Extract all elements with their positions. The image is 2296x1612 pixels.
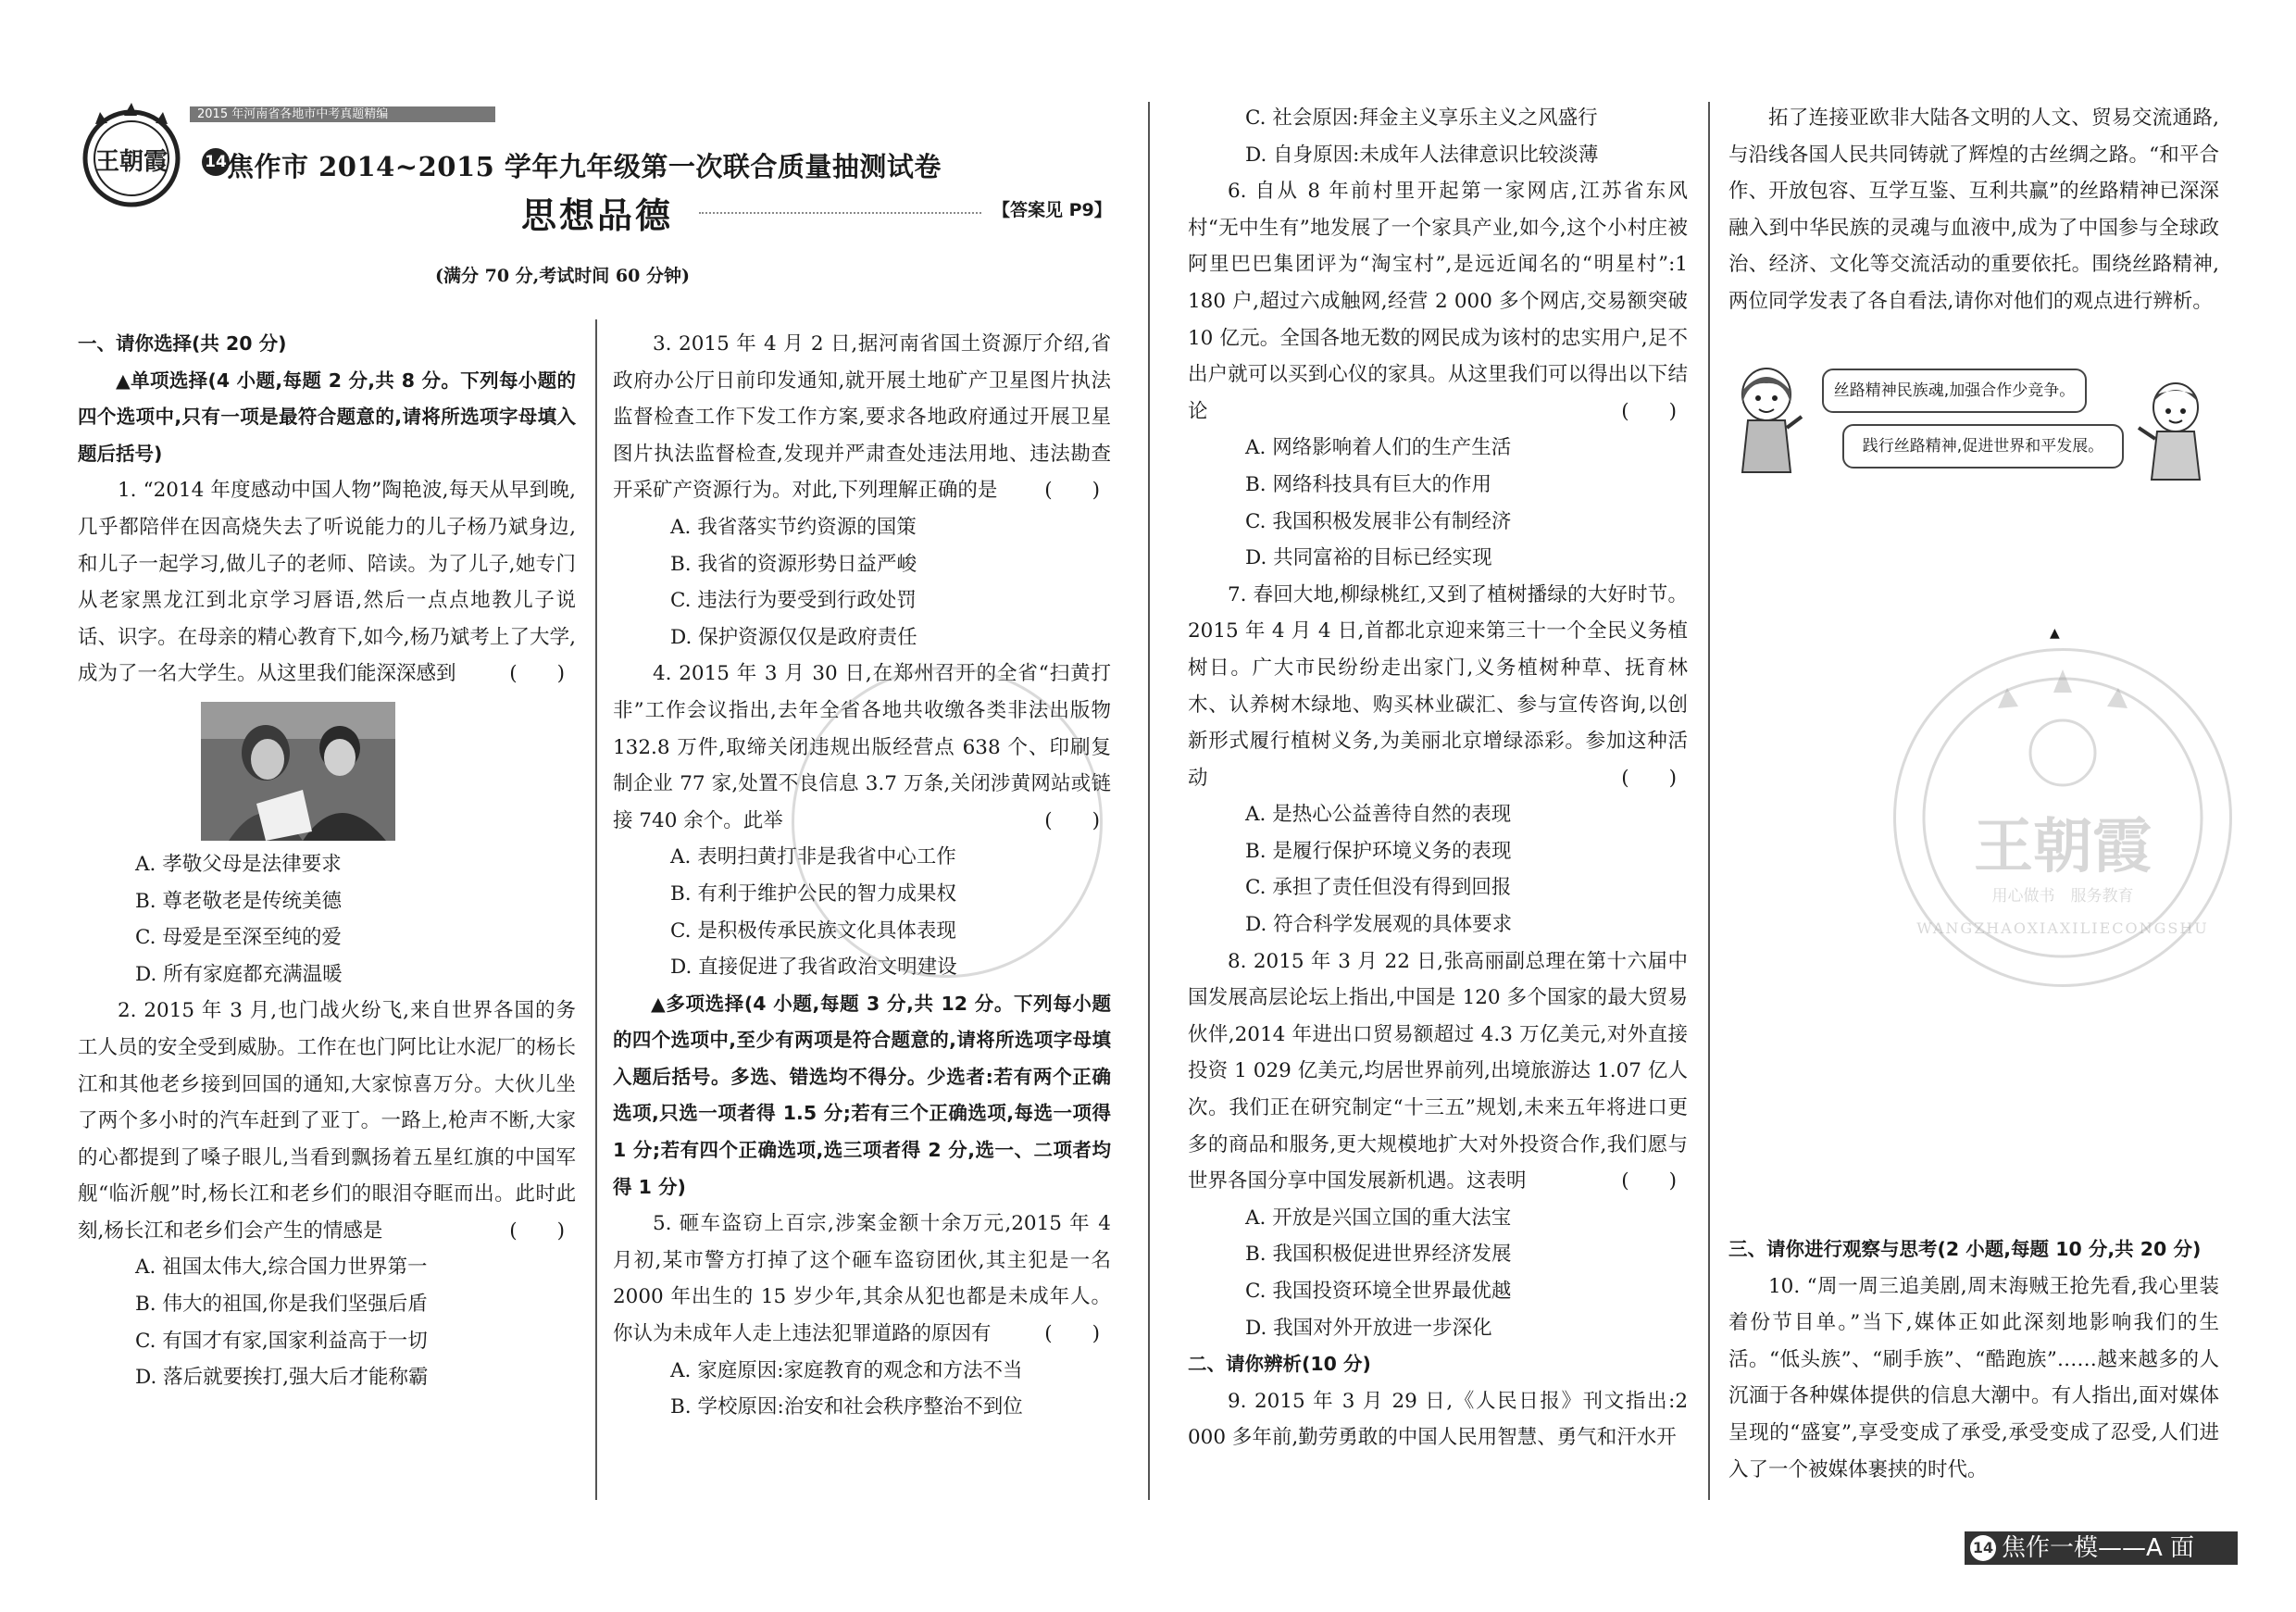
subject-title: 思想品德	[521, 194, 674, 236]
option-b[interactable]: B. 有利于维护公民的智力成果权	[670, 881, 956, 906]
score-time-note: (满分 70 分,考试时间 60 分钟)	[435, 266, 690, 286]
option-c[interactable]: C. 承担了责任但没有得到回报	[1245, 876, 1512, 900]
option-b[interactable]: B. 尊老敬老是传统美德	[135, 889, 342, 913]
question-9-continued: 拓了连接亚欧非大陆各文明的人文、贸易交流通路,与沿线各国人民共同铸就了辉煌的古丝绸之路。“和平合作、开放包容、互学互鉴、互利共赢”的丝路精神已深深融入到中华民族的灵魂与血液中,成为了中国参与全球政治、经济、文化等交流活动的重要依托。围绕丝路精神,两位同学发表了各自看法,请你对他们的观点进行辨析。	[1728, 106, 2219, 313]
option-c[interactable]: C. 我国积极发展非公有制经济	[1245, 509, 1512, 533]
series-banner: 2015 年河南省各地市中考真题精编	[190, 106, 495, 122]
question-7: 7. 春回大地,柳绿桃红,又到了植树播绿的大好时节。2015 年 4 月 4 日,首都北京迎来第三十一个全民义务植树日。广大市民纷纷走出家门,义务植树种草、抚育林木、认养树木绿地、购买林业碳汇、参与宣传咨询,以创新形式履行植树义务,为美丽北京增绿添彩。参加这种活动 ( )	[1188, 582, 1688, 790]
svg-text:王朝霞: 王朝霞	[94, 148, 168, 176]
option-c[interactable]: C. 是积极传承民族文化具体表现	[670, 918, 956, 943]
option-b[interactable]: B. 学校原因:治安和社会秩序整治不到位	[670, 1395, 1023, 1419]
brand-logo	[72, 97, 191, 216]
question-8-options	[1188, 1200, 1688, 1346]
speech-bubble-1: 丝路精神民族魂,加强合作少竞争。	[1822, 369, 2087, 413]
question-6: 6. 自从 8 年前村里开起第一家网店,江苏省东风村“无中生有”地发展了一个家具产业,如今,这个小村庄被阿里巴巴集团评为“淘宝村”,是远近闻名的“明星村”:1 180 户,超过六成触网,经营 2 000 多个网店,交易额突破 10 亿元。全国各地无数的网民成为该村的忠实用户,足不出户就可以买到心仪的家具。从这里我们可以得出以下结论 ( )	[1188, 180, 1688, 423]
girl-student-illustration	[1729, 363, 1803, 474]
option-a[interactable]: A. 祖国太伟大,综合国力世界第一	[135, 1256, 428, 1280]
option-b[interactable]: B. 我国积极促进世界经济发展	[1245, 1243, 1512, 1267]
answer-reference: 【答案见 P9】	[992, 200, 1112, 220]
option-d[interactable]: D. 保护资源仅仅是政府责任	[670, 625, 917, 649]
option-b[interactable]: B. 伟大的祖国,你是我们坚强后盾	[135, 1293, 428, 1317]
option-a[interactable]: A. 是热心公益善待自然的表现	[1245, 803, 1512, 827]
option-d[interactable]: D. 直接促进了我省政治文明建设	[670, 956, 957, 980]
watermark-ring-text: WANGZHAOXIAXILIECONGSHU	[1916, 919, 2209, 937]
question-5: 5. 砸车盗窃上百宗,涉案金额十余万元,2015 年 4 月初,某市警方打掉了这个砸车盗窃团伙,其主犯是一名 2000 年出生的 15 岁少年,其余从犯也都是未成年人。你认为未成年人走上违法犯罪道路的原因有 ( )	[613, 1212, 1111, 1346]
question-8: 8. 2015 年 3 月 22 日,张高丽副总理在第十六届中国发展高层论坛上指出,中国是 120 多个国家的最大贸易伙伴,2014 年进出口贸易额超过 4.3 万亿美元,对外直接投资 1 029 亿美元,均居世界前列,出境旅游达 1.07 亿人次。我们正在研究制定“十三五”规划,未来五年将进口更多的商品和服务,更大规模地扩大对外投资合作,我们愿与世界各国分享中国发展新机遇。这表明 ( )	[1188, 949, 1688, 1193]
question-4: 4. 2015 年 3 月 30 日,在郑州召开的全省“扫黄打非”工作会议指出,去年全省各地共收缴各类非法出版物 132.8 万件,取缔关闭违规出版经营点 638 个、印刷复制企业 77 家,处置不良信息 3.7 万条,关闭涉黄网站或链接 740 余个。此举 ( )	[613, 662, 1111, 832]
question-3: 3. 2015 年 4 月 2 日,据河南省国土资源厅介绍,省政府办公厅日前印发通知,就开展土地矿产卫星图片执法监督检查工作下发工作方案,要求各地政府通过开展卫星图片执法监督检查,发现并严肃查处违法用地、违法勘查开采矿产资源行为。对此,下列理解正确的是 ( )	[613, 332, 1111, 503]
option-a[interactable]: A. 网络影响着人们的生产生活	[1245, 436, 1512, 460]
paper-number-badge: 14	[202, 148, 230, 176]
mother-son-photo	[201, 702, 395, 841]
option-d[interactable]: D. 落后就要挨打,强大后才能称霸	[135, 1366, 429, 1390]
column-4-lower	[1728, 1231, 2219, 1488]
option-a[interactable]: A. 我省落实节约资源的国策	[670, 515, 917, 539]
option-a[interactable]: A. 孝敬父母是法律要求	[135, 852, 342, 876]
title-divider	[699, 212, 981, 214]
question-5-options-continued	[1188, 100, 1688, 173]
option-c[interactable]: C. 违法行为要受到行政处罚	[670, 589, 917, 613]
option-b[interactable]: B. 我省的资源形势日益严峻	[670, 552, 917, 576]
question-1: 1. “2014 年度感动中国人物”陶艳波,每天从早到晚,几乎都陪伴在因高烧失去了听说能力的儿子杨乃斌身边,和儿子一起学习,做儿子的老师、陪读。为了儿子,她专门从老家黑龙江到北京学习唇语,然后一点点地教儿子说话、识字。在母亲的精心教育下,如今,杨乃斌考上了大学,成为了一名大学生。从这里我们能深深感到 ( )	[78, 479, 576, 686]
option-d[interactable]: D. 我国对外开放进一步深化	[1245, 1316, 1492, 1340]
publisher-watermark	[1893, 648, 2232, 987]
question-6-options	[1188, 430, 1688, 576]
column-3	[1188, 100, 1688, 1456]
option-b[interactable]: B. 网络科技具有巨大的作用	[1245, 472, 1491, 496]
page-footer-label	[1965, 1531, 2238, 1565]
footer-text: 焦作一模——A 面	[2002, 1534, 2195, 1562]
section-3-heading: 三、请你进行观察与思考(2 小题,每题 10 分,共 20 分)	[1728, 1238, 2202, 1260]
column-1	[78, 326, 576, 1396]
option-a[interactable]: A. 家庭原因:家庭教育的观念和方法不当	[670, 1358, 1023, 1382]
multi-choice-instructions: ▲多项选择(4 小题,每题 3 分,共 12 分。下列每小题的四个选项中,至少有两项是符合题意的,请将所选项字母填入题后括号。多选、错选均不得分。少选者:若有两个正确选项,只选一项者得 1.5 分;若有三个正确选项,每选一项得 1 分;若有四个正确选项,选三项者得 2 分,选一、二项者均得 1 分)	[613, 992, 1111, 1198]
option-a[interactable]: A. 开放是兴国立国的重大法宝	[1245, 1206, 1512, 1230]
option-d[interactable]: D. 自身原因:未成年人法律意识比较淡薄	[1245, 143, 1599, 167]
option-c[interactable]: C. 母爱是至深至纯的爱	[135, 926, 342, 950]
question-2: 2. 2015 年 3 月,也门战火纷飞,来自世界各国的务工人员的安全受到威胁。工作在也门阿比让水泥厂的杨长江和其他老乡接到回国的通知,大家惊喜万分。大伙儿坐了两个多小时的汽车赶到了亚丁。一路上,枪声不断,大家的心都提到了嗓子眼儿,当看到飘扬着五星红旗的中国军舰“临沂舰”时,杨长江和老乡们的眼泪夺眶而出。此时此刻,杨长江和老乡们会产生的情感是 ( )	[78, 999, 576, 1243]
column-4	[1728, 100, 2219, 320]
question-2-options	[78, 1249, 576, 1395]
section-2-heading: 二、请你辨析(10 分)	[1188, 1353, 1371, 1376]
option-d[interactable]: D. 所有家庭都充满温暖	[135, 962, 343, 986]
footer-number-badge: 14	[1970, 1535, 1996, 1561]
center-watermark	[792, 667, 1103, 978]
option-c[interactable]: C. 社会原因:拜金主义享乐主义之风盛行	[1245, 106, 1598, 130]
exam-title: 焦作市 2014~2015 学年九年级第一次联合质量抽测试卷	[227, 151, 942, 182]
speech-bubble-2: 践行丝路精神,促进世界和平发展。	[1842, 424, 2124, 469]
watermark-slogan: 用心做书 服务教育	[1991, 887, 2134, 906]
option-c[interactable]: C. 我国投资环境全世界最优越	[1245, 1280, 1512, 1303]
question-3-options	[613, 509, 1111, 656]
option-a[interactable]: A. 表明扫黄打非是我省中心工作	[670, 845, 956, 869]
section-1-heading: 一、请你选择(共 20 分)	[78, 332, 287, 355]
option-d[interactable]: D. 符合科学发展观的具体要求	[1245, 913, 1513, 937]
option-b[interactable]: B. 是履行保护环境义务的表现	[1245, 839, 1512, 863]
question-1-options	[78, 846, 576, 993]
option-c[interactable]: C. 有国才有家,国家利益高于一切	[135, 1329, 428, 1353]
option-d[interactable]: D. 共同富裕的目标已经实现	[1245, 546, 1492, 570]
question-5-options	[613, 1353, 1111, 1426]
question-7-options	[1188, 796, 1688, 943]
column-divider	[595, 319, 597, 1500]
center-divider	[1148, 102, 1150, 1500]
question-10: 10. “周一周三追美剧,周末海贼王抢先看,我心里装着份节目单。”当下,媒体正如此深刻地影响我们的生活。“低头族”、“刷手族”、“酷跑族”……越来越多的人沉湎于各种媒体提供的信息大潮中。有人指出,面对媒体呈现的“盛宴”,享受变成了承受,承受变成了忍受,人们进入了一个被媒体裹挟的时代。	[1728, 1274, 2219, 1481]
triangle-marker-icon: ▲	[2050, 626, 2060, 641]
column-divider	[1708, 102, 1710, 1500]
question-9: 9. 2015 年 3 月 29 日,《人民日报》刊文指出:2 000 多年前,勤劳勇敢的中国人民用智慧、勇气和汗水开	[1188, 1389, 1688, 1450]
boy-student-illustration	[2137, 378, 2211, 481]
single-choice-instructions: ▲单项选择(4 小题,每题 2 分,共 8 分。下列每小题的四个选项中,只有一项是最符合题意的,请将所选项字母填入题后括号)	[78, 369, 576, 465]
watermark-name: 王朝霞	[1974, 812, 2152, 881]
